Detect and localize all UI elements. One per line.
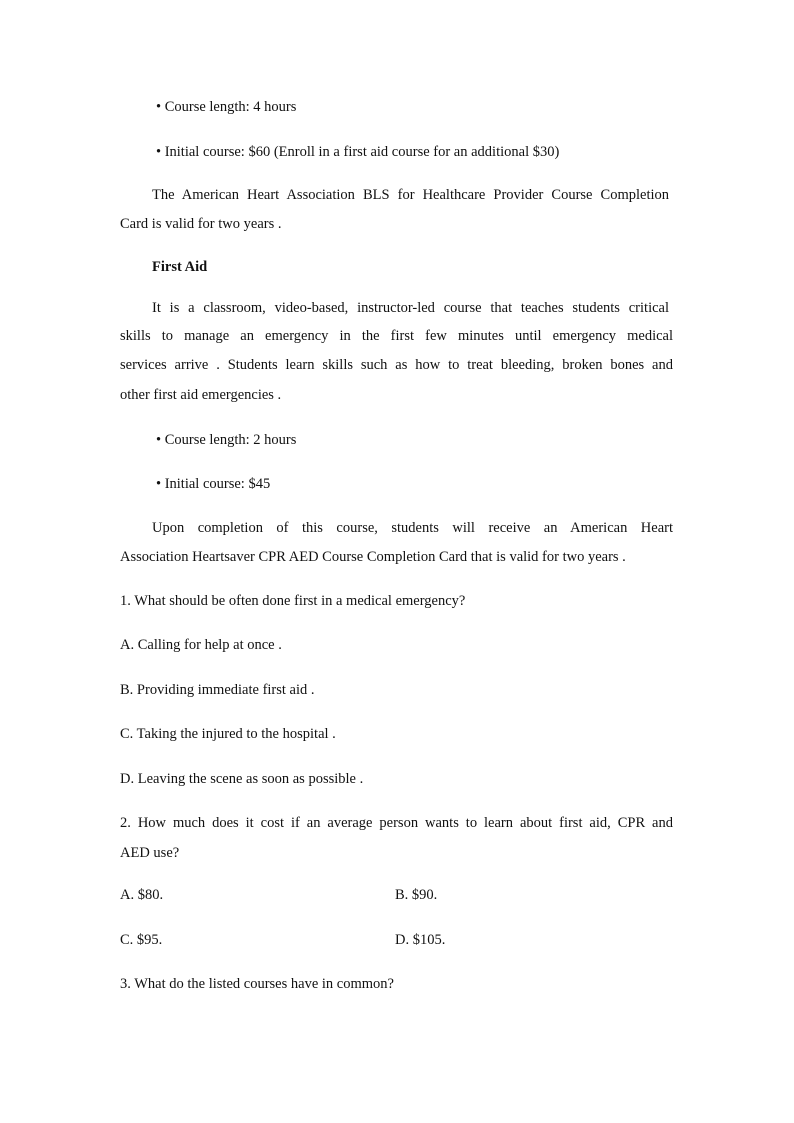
cpr-course-length: • Course length: 4 hours	[156, 99, 297, 115]
q1-option-c: C. Taking the injured to the hospital .	[120, 726, 336, 742]
question-2-line-2: AED use?	[120, 845, 180, 861]
cpr-initial-course: • Initial course: $60 (Enroll in a first aid course for an additional $30)	[156, 144, 560, 160]
completion-para-line-1: Upon completion of this course, students will receive an American Heart	[152, 520, 673, 536]
q1-option-b: B. Providing immediate first aid .	[120, 682, 315, 698]
first-aid-para-line-1: It is a classroom, video-based, instructor-led course that teaches students critical	[152, 300, 669, 316]
first-aid-heading: First Aid	[152, 259, 208, 275]
first-aid-para-line-3: services arrive . Students learn skills such as how to treat bleeding, broken bones and	[120, 357, 673, 373]
cpr-para-line-2: Card is valid for two years .	[120, 216, 282, 232]
q2-option-b: B. $90.	[395, 887, 438, 903]
question-3: 3. What do the listed courses have in common?	[120, 976, 394, 992]
cpr-para-line-1: The American Heart Association BLS for Healthcare Provider Course Completion	[152, 187, 669, 203]
q2-option-c: C. $95.	[120, 932, 163, 948]
q2-option-d: D. $105.	[395, 932, 446, 948]
q2-option-a: A. $80.	[120, 887, 164, 903]
question-2-line-1: 2. How much does it cost if an average person wants to learn about first aid, CPR and	[120, 815, 673, 831]
first-aid-initial-course: • Initial course: $45	[156, 476, 271, 492]
q1-option-a: A. Calling for help at once .	[120, 637, 282, 653]
first-aid-para-line-2: skills to manage an emergency in the first few minutes until emergency medical	[120, 328, 673, 344]
completion-para-line-2: Association Heartsaver CPR AED Course Completion Card that is valid for two years .	[120, 549, 626, 565]
q1-option-d: D. Leaving the scene as soon as possible .	[120, 771, 364, 787]
question-1: 1. What should be often done first in a medical emergency?	[120, 593, 466, 609]
first-aid-para-line-4: other first aid emergencies .	[120, 387, 282, 403]
first-aid-course-length: • Course length: 2 hours	[156, 432, 297, 448]
